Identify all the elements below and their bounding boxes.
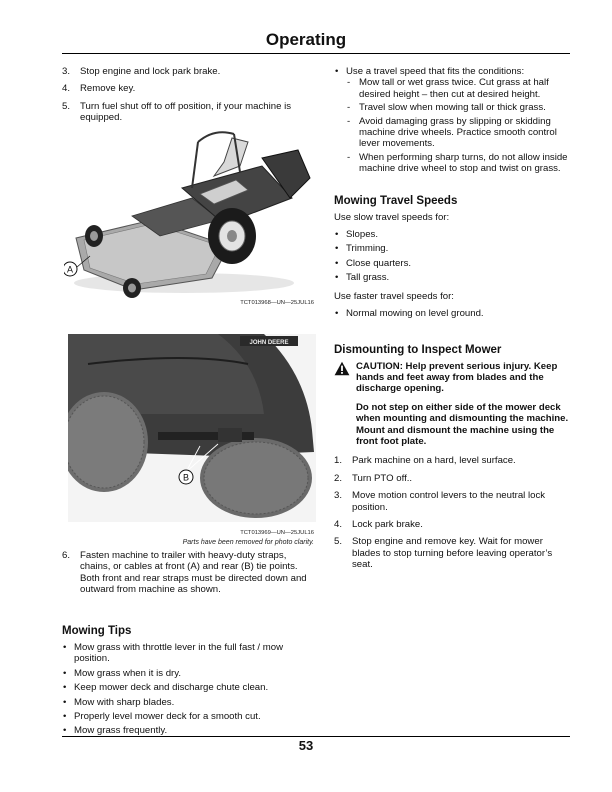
- list-item-text: Mow grass frequently.: [74, 725, 168, 737]
- step-text: Turn fuel shut off to off position, if your machine is equipped.: [80, 100, 291, 124]
- list-item: [62, 668, 314, 679]
- callout-label-b: B: [182, 472, 190, 483]
- dismount-step-3: [334, 490, 572, 513]
- travel-speeds-heading: Mowing Travel Speeds: [334, 194, 458, 207]
- bullet: •: [335, 257, 339, 269]
- bullet: •: [335, 272, 339, 284]
- right-column: [334, 66, 572, 577]
- sub-list-item-text: Mow tall or wet grass twice. Cut grass at half desired height – then cut at desired height.: [359, 77, 549, 100]
- brand-text: JOHN DEERE: [249, 340, 289, 346]
- footer-rule: [62, 736, 570, 737]
- dismount-step-5: [334, 536, 572, 570]
- figure-mower-front-tie-point: [64, 128, 316, 298]
- slow-speeds-list: [334, 229, 572, 284]
- figure-2-caption: Parts have been removed for photo clarity.: [182, 539, 314, 546]
- list-item-text: Normal mowing on level ground.: [346, 308, 484, 320]
- list-item: [334, 229, 572, 240]
- mower-illustration: [64, 128, 316, 298]
- step-number: 3.: [62, 66, 71, 77]
- step-number: 4.: [334, 518, 343, 530]
- step-text: Stop engine and remove key. Wait for mower blades to stop turning before leaving operator’s seat.: [352, 536, 553, 571]
- bullet: •: [335, 66, 339, 77]
- dismount-step-4: [334, 519, 572, 530]
- bullet: •: [63, 642, 67, 653]
- step-5: [62, 101, 314, 124]
- fast-speeds-intro: Use faster travel speeds for:: [334, 290, 454, 302]
- step-number: 1.: [334, 455, 343, 467]
- dash: -: [347, 115, 351, 127]
- list-item-text: Trimming.: [346, 243, 389, 255]
- list-item-text: Mow grass with throttle lever in the full fast / mow position.: [74, 642, 284, 665]
- page-title: Operating: [265, 30, 347, 49]
- step-text: Park machine on a hard, level surface.: [352, 455, 516, 467]
- left-steps-top: [62, 66, 314, 130]
- bullet: •: [63, 667, 67, 679]
- figure-mower-rear-tie-point: [68, 334, 316, 522]
- mower-rear-photo: [68, 334, 316, 522]
- caution-text-2: Do not step on either side of the mower deck when mounting and dismounting the machine. Mount and dismount the machine using the front foot plate.: [356, 401, 569, 447]
- sub-list-item-text: When performing sharp turns, do not allow inside machine drive wheel to stop and twist on grass.: [359, 151, 568, 175]
- step-number: 2.: [334, 472, 343, 484]
- list-item: [62, 697, 314, 708]
- dash: -: [347, 102, 351, 114]
- sub-list-item-text: Avoid damaging grass by slipping or skidding machine drive wheels. Practice smooth control lever movements.: [359, 115, 557, 150]
- figure-2-code: TCT013969—UN—25JUL16: [240, 530, 314, 536]
- bullet: •: [63, 711, 67, 723]
- fast-speeds-list: [334, 308, 572, 319]
- list-item-text: Slopes.: [346, 229, 378, 241]
- step-text: Remove key.: [80, 83, 136, 95]
- step-number: 3.: [334, 490, 343, 502]
- step-text: Stop engine and lock park brake.: [80, 66, 221, 77]
- step-number: 4.: [62, 83, 71, 95]
- list-item: [334, 66, 572, 175]
- step-text: Move motion control levers to the neutral lock position.: [352, 490, 546, 513]
- mowing-tips-section: [62, 624, 314, 740]
- travel-speed-list: [334, 66, 572, 175]
- warning-triangle-icon: [334, 361, 350, 379]
- list-item-text: Use a travel speed that fits the conditions:: [346, 66, 525, 77]
- list-item-text: Tall grass.: [346, 272, 390, 284]
- step-6-block: [62, 550, 314, 602]
- list-item: [334, 272, 572, 283]
- callout-label-a: A: [66, 264, 74, 275]
- figure-1-code: TCT013968—UN—25JUL16: [240, 300, 314, 306]
- page-number: 53: [298, 738, 314, 753]
- list-item: [62, 682, 314, 693]
- list-item-text: Keep mower deck and discharge chute clean.: [74, 682, 269, 694]
- mowing-tips-heading: Mowing Tips: [62, 625, 132, 637]
- bullet: •: [335, 229, 339, 241]
- dismount-step-1: [334, 455, 572, 466]
- step-text: Turn PTO off..: [352, 472, 413, 484]
- step-number: 5.: [334, 536, 343, 548]
- caution-text-1: CAUTION: Help prevent serious injury. Keep hands and feet away from blades and the discharge opening.: [356, 360, 558, 395]
- step-6: [62, 550, 314, 596]
- list-item-text: Mow grass when it is dry.: [74, 667, 181, 679]
- list-item: [334, 308, 572, 319]
- step-number: 6.: [62, 550, 71, 561]
- step-number: 5.: [62, 100, 71, 112]
- step-4: [62, 83, 314, 94]
- list-item: [62, 711, 314, 722]
- bullet: •: [63, 725, 67, 737]
- list-item-text: Properly level mower deck for a smooth cut.: [74, 711, 261, 723]
- sub-list-item: [347, 102, 572, 113]
- step-text: Lock park brake.: [352, 518, 423, 530]
- caution-block: [334, 361, 572, 448]
- bullet: •: [335, 308, 339, 320]
- bullet: •: [335, 243, 339, 255]
- list-item-text: Close quarters.: [346, 257, 412, 269]
- sub-list-item: [347, 116, 572, 150]
- list-item: [334, 243, 572, 254]
- step-text: Fasten machine to trailer with heavy-duty straps, chains, or cables at front (A) and rear (B) tie points. Both front and rear straps must be directed down and outward from machine as shown.: [80, 550, 307, 596]
- mowing-tips-list: [62, 642, 314, 737]
- slow-speeds-intro: Use slow travel speeds for:: [334, 211, 450, 223]
- bullet: •: [63, 682, 67, 694]
- dismounting-heading: Dismounting to Inspect Mower: [334, 343, 502, 356]
- header-rule: [62, 53, 570, 54]
- dash: -: [347, 77, 351, 89]
- list-item: [62, 642, 314, 665]
- sub-list-item-text: Travel slow when mowing tall or thick grass.: [359, 102, 546, 114]
- list-item: [334, 258, 572, 269]
- sub-list-item: [347, 77, 572, 100]
- dismount-step-2: [334, 473, 572, 484]
- list-item-text: Mow with sharp blades.: [74, 696, 175, 708]
- sub-list-item: [347, 152, 572, 175]
- dash: -: [347, 151, 351, 163]
- step-3: [62, 66, 314, 77]
- bullet: •: [63, 696, 67, 708]
